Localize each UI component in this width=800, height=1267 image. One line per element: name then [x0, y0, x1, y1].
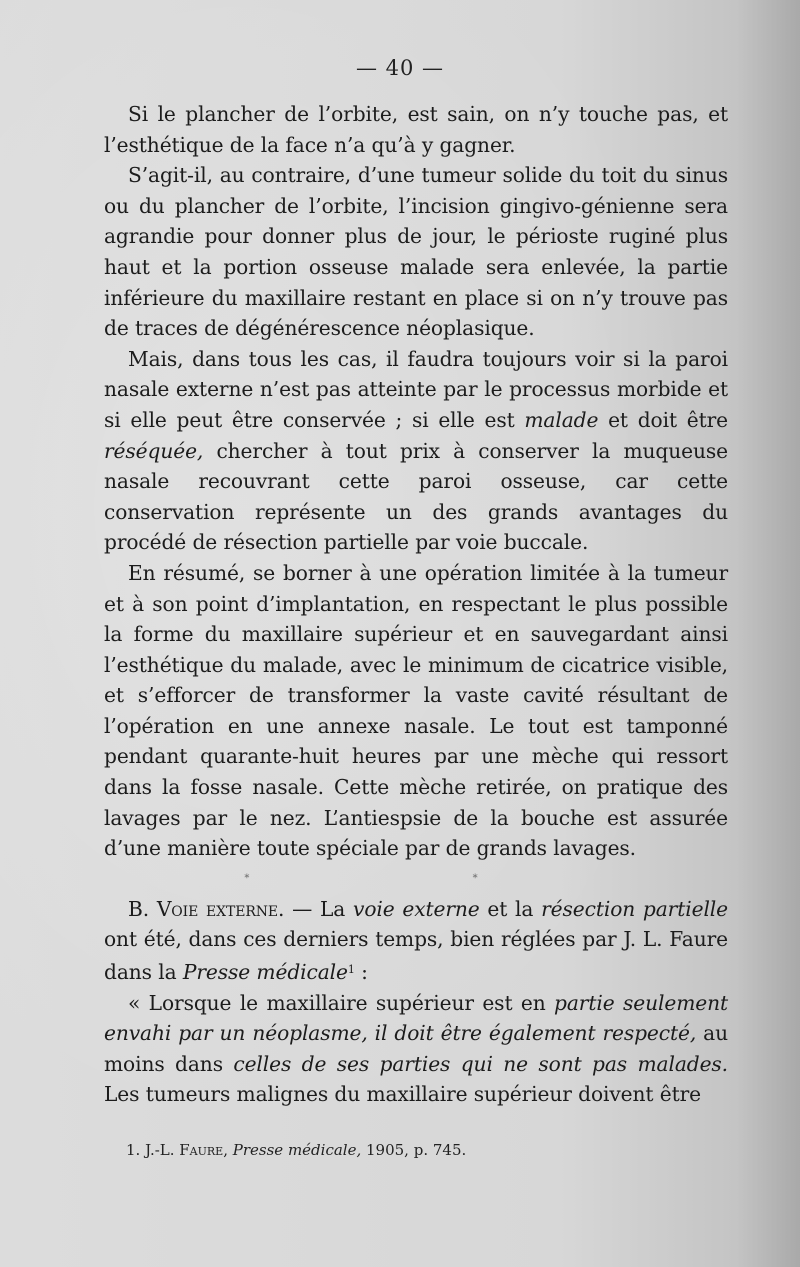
paragraph-5-emphasis-3: Presse médicale: [182, 960, 348, 985]
paragraph-5-text-d: :: [354, 960, 368, 985]
paragraph-3-text-b: et doit être: [598, 407, 728, 432]
paragraph-5-emphasis-2: résection partielle: [541, 896, 728, 921]
footnote-author: J.-L. Faure,: [145, 1141, 228, 1159]
paragraph-3-emphasis-2: réséquée,: [104, 438, 204, 463]
paragraph-5-text-c: ont été, dans ces derniers temps, bien réglées par J. L. Faure dans la: [104, 927, 728, 985]
paragraph-6-text-b: au moins dans: [104, 1021, 728, 1076]
section-separator: * *: [244, 872, 588, 884]
paragraph-5: [104, 894, 728, 988]
footnote-details: 1905, p. 745.: [361, 1141, 467, 1159]
paragraph-5-text-a: — La: [284, 896, 354, 921]
paragraph-6-emphasis-2: celles de ses parties qui ne sont pas malades.: [233, 1051, 728, 1076]
paragraph-6: [104, 988, 728, 1110]
footnote-source: Presse médicale,: [232, 1141, 362, 1159]
footnote-marker: 1: [347, 963, 355, 977]
paragraph-3-text-c: chercher à tout prix à conserver la muqueuse nasale recouvrant cette paroi osseuse, car cette conservation représente un des grands avantages du procédé de résection partielle par voie buccale.: [104, 438, 728, 555]
paragraph-2: S’agit-il, au contraire, d’une tumeur solide du toit du sinus ou du plancher de l’orbite, l’incision gingivo-génienne sera agrandie pour donner plus de jour, le périoste ruginé plus haut et la portion osseuse malade sera enlevée, la partie inférieure du maxillaire restant en place si on n’y trouve pas de traces de dégénérescence néoplasique.: [104, 163, 728, 341]
paragraph-3-emphasis-1: malade: [524, 407, 599, 432]
paragraph-3: [104, 344, 728, 558]
paragraph-6-emphasis-1: partie seulement envahi par un néoplasme, il doit être également respecté,: [104, 990, 729, 1046]
paragraph-1: Si le plancher de l’orbite, est sain, on n’y touche pas, et l’esthétique de la face n’a qu’à y gagner.: [104, 102, 728, 157]
paragraph-6-text-c: Les tumeurs malignes du maxillaire supérieur doivent être: [104, 1082, 702, 1107]
paragraph-6-text-a: « Lorsque le maxillaire supérieur est en: [128, 990, 555, 1015]
body-text: [104, 99, 728, 1110]
footnote: [126, 1140, 726, 1160]
section-heading: B. Voie externe.: [128, 896, 285, 921]
footnote-number: 1.: [126, 1141, 141, 1159]
paragraph-5-emphasis-1: voie externe: [353, 896, 480, 921]
paragraph-4: En résumé, se borner à une opération limitée à la tumeur et à son point d’implantation, en respectant le plus possible la forme du maxillaire supérieur et en sauvegardant ainsi l’esthétique du malade, avec le minimum de cicatrice visible, et s’efforcer de transformer la vaste cavité résultant de l’opération en une annexe nasale. Le tout est tamponné pendant quarante-huit heures par une mèche qui ressort dans la fosse nasale. Cette mèche retirée, on pratique des lavages par le nez. L’antiespsie de la bouche est assurée d’une manière toute spéciale par de grands lavages.: [104, 560, 728, 861]
page-number: — 40 —: [355, 56, 445, 80]
paragraph-5-text-b: et la: [479, 896, 542, 921]
paragraph-3-text-a: Mais, dans tous les cas, il faudra toujours voir si la paroi nasale externe n’est pas atteinte par le processus morbide et si elle peut être conservée ; si elle est: [104, 346, 728, 432]
